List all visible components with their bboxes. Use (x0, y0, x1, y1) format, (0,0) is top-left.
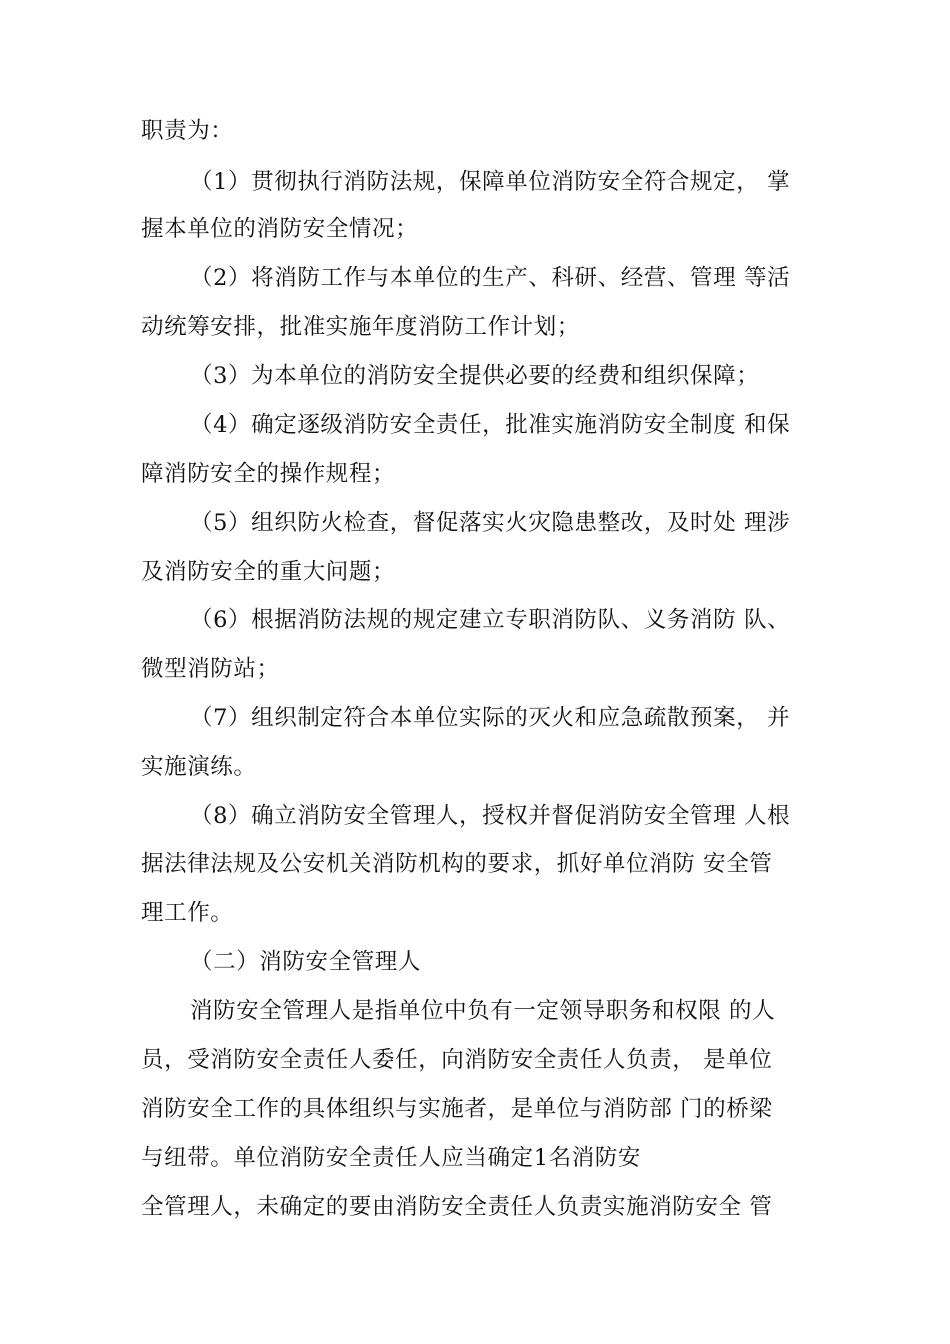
text-line: （4）确定逐级消防安全责任，批准实施消防安全制度 和保 (190, 412, 791, 438)
text-line: 全管理人，未确定的要由消防安全责任人负责实施消防安全 管 (141, 1194, 773, 1220)
text-line: 及消防安全的重大问题； (141, 559, 396, 585)
text-line: 据法律法规及公安机关消防机构的要求，抓好单位消防 安全管 (141, 851, 773, 877)
text-line: （6）根据消防法规的规定建立专职消防队、义务消防 队、 (190, 607, 791, 633)
text-line: 实施演练。 (141, 754, 257, 780)
text-line: （3）为本单位的消防安全提供必要的经费和组织保障； (190, 363, 760, 389)
section-heading: （二）消防安全管理人 (190, 949, 422, 975)
text-line: （2）将消防工作与本单位的生产、科研、经营、管理 等活 (190, 265, 791, 291)
text-line: 理工作。 (141, 900, 234, 926)
text-line: （7）组织制定符合本单位实际的灭火和应急疏散预案， 并 (190, 705, 791, 731)
text-line: 消防安全工作的具体组织与实施者，是单位与消防部 门的桥梁 (141, 1096, 773, 1122)
text-line: （5）组织防火检查，督促落实火灾隐患整改，及时处 理涉 (190, 510, 791, 536)
text-line: （1）贯彻执行消防法规，保障单位消防安全符合规定， 掌 (190, 169, 791, 195)
text-line: 微型消防站； (141, 656, 280, 682)
text-line: 员，受消防安全责任人委任，向消防安全责任人负责， 是单位 (141, 1047, 773, 1073)
text-line: 与纽带。单位消防安全责任人应当确定1名消防安 (141, 1145, 642, 1171)
text-line: 职责为： (141, 118, 234, 144)
text-line: 握本单位的消防安全情况； (141, 216, 419, 242)
text-line: 消防安全管理人是指单位中负有一定领导职务和权限 的人 (190, 998, 776, 1024)
text-line: 动统筹安排，批准实施年度消防工作计划； (141, 314, 580, 340)
text-line: 障消防安全的操作规程； (141, 461, 396, 487)
text-line: （8）确立消防安全管理人，授权并督促消防安全管理 人根 (190, 803, 791, 829)
